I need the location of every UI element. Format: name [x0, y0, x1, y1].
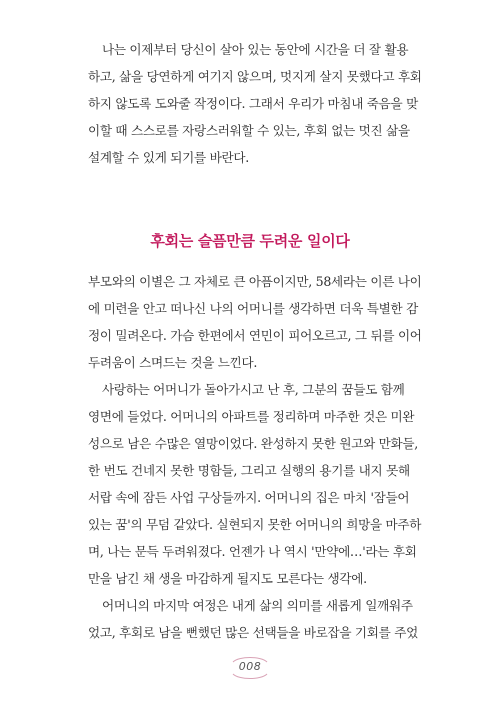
page-number-text: 008 — [238, 660, 262, 673]
intro-paragraph — [88, 36, 422, 171]
text-line: 한 번도 건네지 못한 명함들, 그리고 실행의 용기를 내지 못해 — [88, 463, 410, 478]
text-line: 나는 이제부터 당신이 살아 있는 동안에 시간을 더 잘 활용 — [102, 42, 409, 57]
text-line: 었고, 후회로 남을 뻔했던 많은 선택들을 바로잡을 기회를 주었 — [88, 625, 418, 640]
page-number — [225, 653, 275, 683]
text-line: 사랑하는 어머니가 돌아가시고 난 후, 그분의 꿈들도 함께 — [102, 382, 405, 397]
text-line: 이할 때 스스로를 자랑스러워할 수 있는, 후회 없는 멋진 삶을 — [88, 123, 410, 138]
text-line: 어머니의 마지막 여정은 내게 삶의 의미를 새롭게 일깨워주 — [102, 598, 413, 613]
text-line: 며, 나는 문득 두려워졌다. 언젠가 나 역시 '만약에…'라는 후회 — [88, 544, 417, 559]
text-line: 영면에 들었다. 어머니의 아파트를 정리하며 마주한 것은 미완 — [88, 409, 415, 424]
text-line: 부모와의 이별은 그 자체로 큰 아픔이지만, 58세라는 이른 나이 — [88, 274, 422, 289]
section-heading: 후회는 슬픔만큼 두려운 일이다 — [150, 232, 350, 250]
text-line: 설계할 수 있게 되기를 바란다. — [88, 150, 249, 165]
text-line: 하고, 삶을 당연하게 여기지 않으며, 멋지게 살지 못했다고 후회 — [88, 69, 422, 84]
text-line: 서랍 속에 잠든 사업 구상들까지. 어머니의 집은 마치 '잠들어 — [88, 490, 410, 505]
text-line: 있는 꿈'의 무덤 같았다. 실현되지 못한 어머니의 희망을 마주하 — [88, 517, 422, 532]
text-line: 정이 밀려온다. 가슴 한편에서 연민이 피어오르고, 그 뒤를 이어 — [88, 328, 422, 343]
text-line: 성으로 남은 수많은 열망이었다. 완성하지 못한 원고와 만화들, — [88, 436, 418, 451]
text-line: 두려움이 스며드는 것을 느낀다. — [88, 355, 258, 370]
body-text — [88, 268, 422, 646]
text-line: 하지 않도록 도와줄 작정이다. 그래서 우리가 마침내 죽음을 맞 — [88, 96, 418, 111]
text-line: 에 미련을 안고 떠나신 나의 어머니를 생각하면 더욱 특별한 감 — [88, 301, 418, 316]
text-line: 만을 남긴 채 생을 마감하게 될지도 모른다는 생각에. — [88, 571, 367, 586]
